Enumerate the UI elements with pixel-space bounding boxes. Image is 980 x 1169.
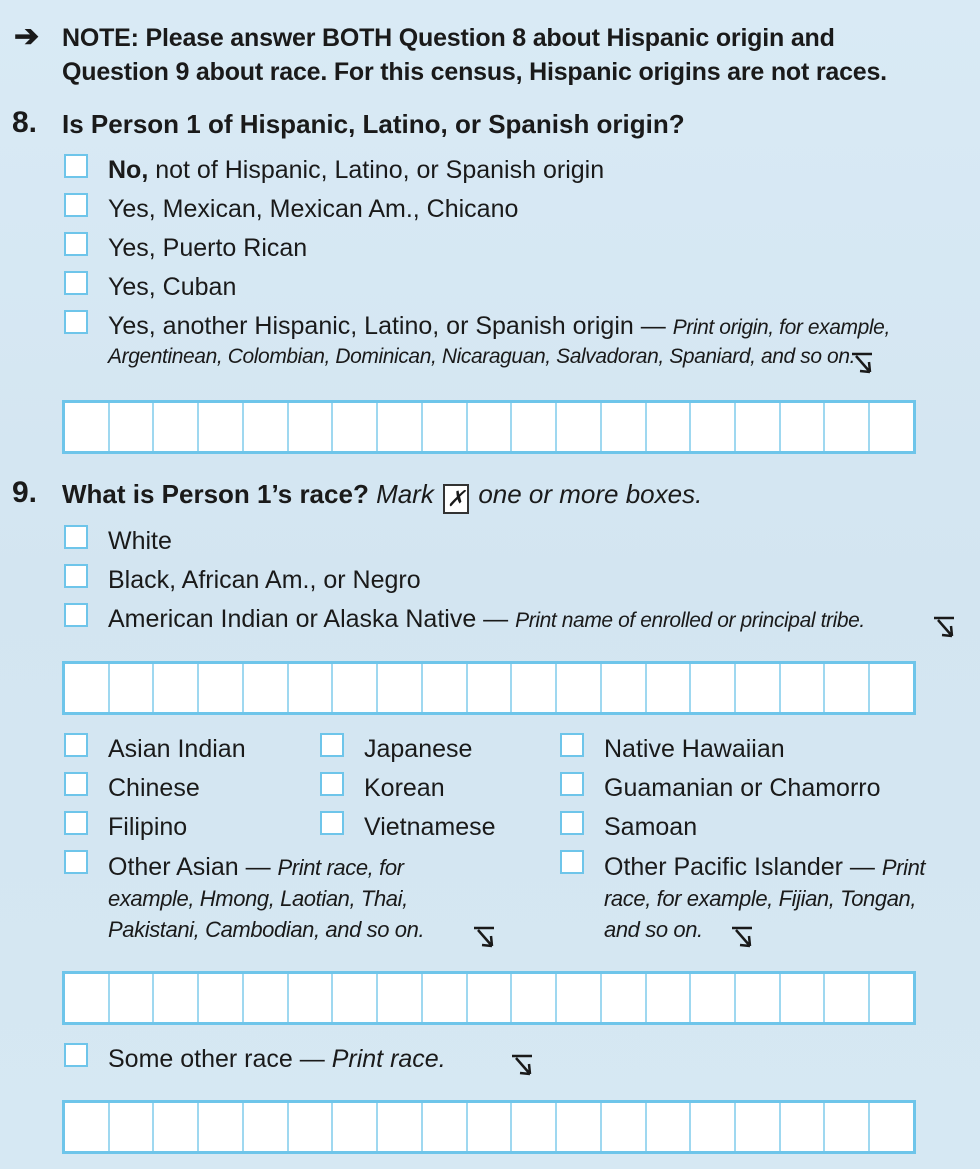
checkbox-q8-cuban[interactable] <box>64 271 88 295</box>
checkbox-samoan[interactable] <box>560 811 584 835</box>
question-8-text: Is Person 1 of Hispanic, Latino, or Spanish origin? <box>62 109 685 139</box>
checkbox-other-asian[interactable] <box>64 850 88 874</box>
note-arrow-icon: ➔ <box>14 20 40 53</box>
question-8-number: 8. <box>12 106 38 139</box>
checkbox-other-pacific-islander[interactable] <box>560 850 584 874</box>
q9-option-white: White <box>108 527 172 555</box>
print-arrow-icon <box>850 350 876 376</box>
checkbox-japanese[interactable] <box>320 733 344 757</box>
print-arrow-icon <box>932 614 958 640</box>
note-line-1: NOTE: Please answer BOTH Question 8 about Hispanic origin and <box>62 24 835 52</box>
option-asian-indian: Asian Indian <box>108 735 246 763</box>
question-9-text: What is Person 1’s race? Mark ✗ one or more boxes. <box>62 477 702 514</box>
checkbox-q8-another[interactable] <box>64 310 88 334</box>
q8-option-puerto-rican: Yes, Puerto Rican <box>108 234 308 262</box>
question-9-number: 9. <box>12 476 38 509</box>
q8-option-no: No, not of Hispanic, Latino, or Spanish origin <box>108 156 605 184</box>
q9-option-black: Black, African Am., or Negro <box>108 566 421 594</box>
q8-option-another-instruction: Argentinean, Colombian, Dominican, Nicaraguan, Salvadoran, Spaniard, and so on. <box>108 345 856 368</box>
checkbox-some-other-race[interactable] <box>64 1043 88 1067</box>
checkbox-native-hawaiian[interactable] <box>560 733 584 757</box>
mark-x-icon: ✗ <box>443 484 469 514</box>
option-other-asian-instruction-3: Pakistani, Cambodian, and so on. <box>108 917 425 942</box>
checkbox-q9-american-indian[interactable] <box>64 603 88 627</box>
option-some-other-race: Some other race — Print race. <box>108 1045 446 1073</box>
option-vietnamese: Vietnamese <box>364 813 496 841</box>
checkbox-q9-white[interactable] <box>64 525 88 549</box>
option-native-hawaiian: Native Hawaiian <box>604 735 785 763</box>
checkbox-q9-black[interactable] <box>64 564 88 588</box>
option-other-asian: Other Asian — Print race, for <box>108 853 404 881</box>
q8-option-mexican: Yes, Mexican, Mexican Am., Chicano <box>108 195 519 223</box>
checkbox-q8-mexican[interactable] <box>64 193 88 217</box>
checkbox-filipino[interactable] <box>64 811 88 835</box>
print-arrow-icon <box>730 924 756 950</box>
option-filipino: Filipino <box>108 813 188 841</box>
checkbox-asian-indian[interactable] <box>64 733 88 757</box>
print-arrow-icon <box>510 1052 536 1078</box>
checkbox-q8-puerto-rican[interactable] <box>64 232 88 256</box>
option-other-pacific-islander: Other Pacific Islander — Print <box>604 853 926 881</box>
option-korean: Korean <box>364 774 445 802</box>
q9-tribe-write-in-field[interactable] <box>62 661 916 715</box>
checkbox-korean[interactable] <box>320 772 344 796</box>
q8-option-another: Yes, another Hispanic, Latino, or Spanish origin — Print origin, for example, <box>108 312 890 340</box>
option-other-asian-instruction-2: example, Hmong, Laotian, Thai, <box>108 886 408 911</box>
option-other-pacific-instruction-3: and so on. <box>604 917 703 942</box>
q9-other-race-write-in-field[interactable] <box>62 1100 916 1154</box>
q9-option-american-indian: American Indian or Alaska Native — Print name of enrolled or principal tribe. <box>108 605 865 633</box>
q8-origin-write-in-field[interactable] <box>62 400 916 454</box>
print-arrow-icon <box>472 924 498 950</box>
checkbox-chinese[interactable] <box>64 772 88 796</box>
option-japanese: Japanese <box>364 735 473 763</box>
checkbox-vietnamese[interactable] <box>320 811 344 835</box>
option-samoan: Samoan <box>604 813 698 841</box>
q9-asian-pacific-write-in-field[interactable] <box>62 971 916 1025</box>
option-chinese: Chinese <box>108 774 200 802</box>
checkbox-q8-no[interactable] <box>64 154 88 178</box>
q8-option-cuban: Yes, Cuban <box>108 273 237 301</box>
note-line-2: Question 9 about race. For this census, Hispanic origins are not races. <box>62 58 887 86</box>
option-guamanian: Guamanian or Chamorro <box>604 774 881 802</box>
option-other-pacific-instruction-2: race, for example, Fijian, Tongan, <box>604 886 917 911</box>
checkbox-guamanian[interactable] <box>560 772 584 796</box>
